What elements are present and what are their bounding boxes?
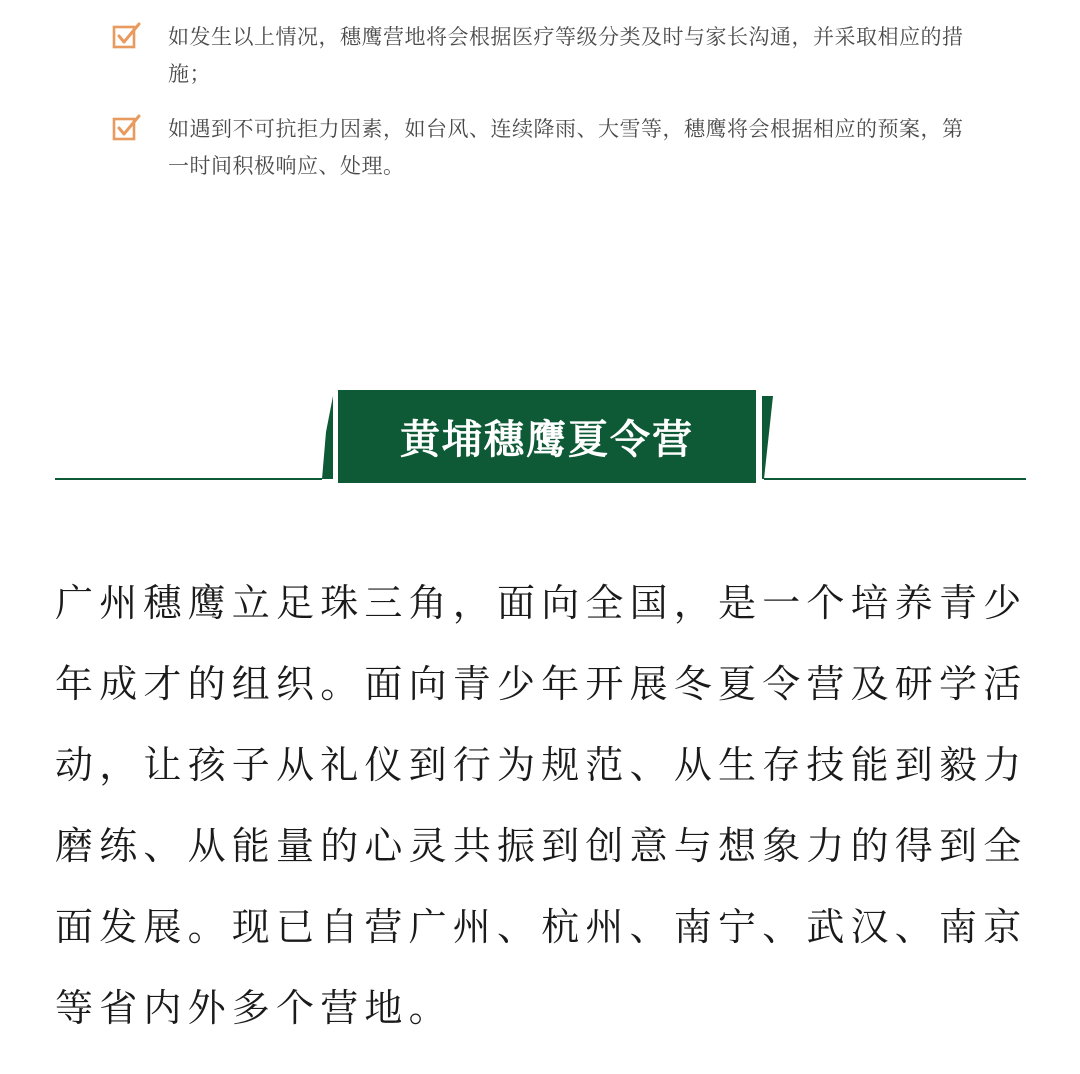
note-text: 如发生以上情况，穗鹰营地将会根据医疗等级分类及时与家长沟通，并采取相应的措施； <box>168 25 964 86</box>
note-text: 如遇到不可抗拒力因素，如台风、连续降雨、大雪等，穗鹰将会根据相应的预案，第一时间积极响应、处理。 <box>168 117 964 178</box>
intro-paragraph: 广州穗鹰立足珠三角，面向全国，是一个培养青少年成才的组织。面向青少年开展冬夏令营及研学活动，让孩子从礼仪到行为规范、从生存技能到毅力磨练、从能量的心灵共振到创意与想象力的得到全面发展。现已自营广州、杭州、南宁、武汉、南京等省内外多个营地。 <box>55 581 1028 1030</box>
note-item <box>112 111 972 185</box>
section-title: 黄埔穗鹰夏令营 <box>400 417 694 463</box>
checkbox-checked-icon <box>112 113 142 141</box>
checkbox-checked-icon <box>112 21 142 49</box>
note-item <box>112 19 972 93</box>
section-header <box>0 390 1080 485</box>
